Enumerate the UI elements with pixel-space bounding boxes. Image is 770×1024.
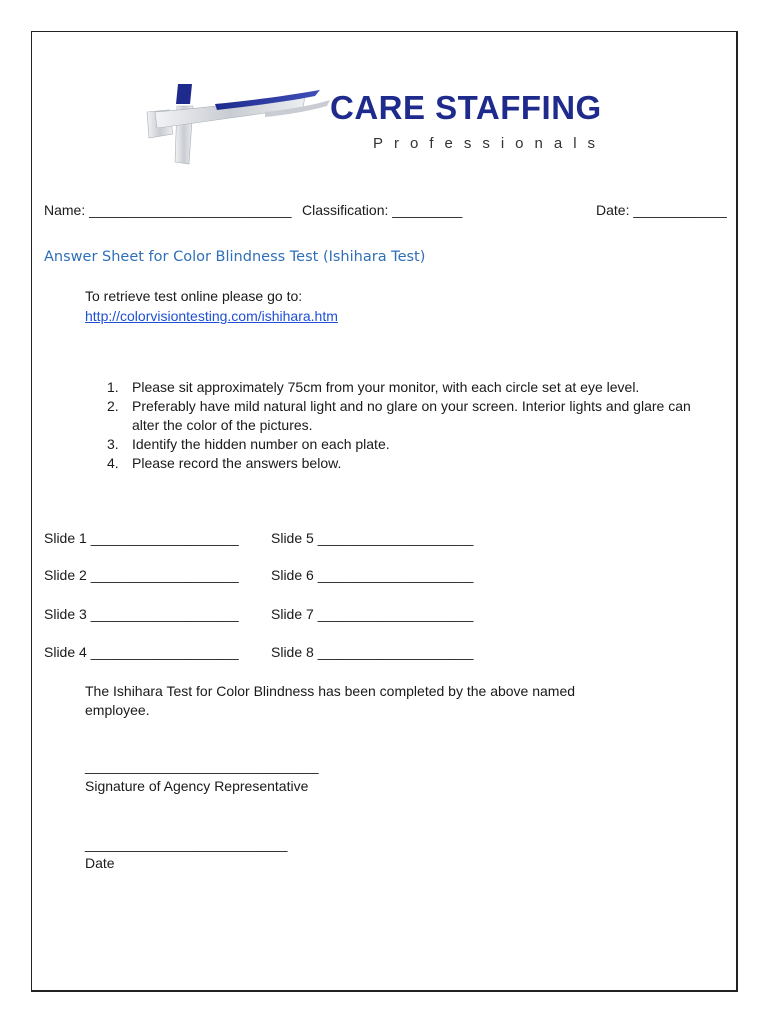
slide-2-field: Slide 2 ___________________	[44, 567, 239, 583]
brand-name: CARE STAFFING	[330, 89, 602, 126]
brand-tagline: Professionals	[373, 135, 607, 152]
list-item: 3. Identify the hidden number on each plate.	[107, 436, 390, 452]
retrieve-text: To retrieve test online please go to:	[85, 288, 303, 304]
slide-8-field: Slide 8 ____________________	[271, 644, 474, 660]
slide-3-field: Slide 3 ___________________	[44, 606, 239, 622]
slide-4-field: Slide 4 ___________________	[44, 644, 239, 660]
list-item: 2. Preferably have mild natural light and no glare on your screen. Interior lights and glare can alter the color of the pictures.	[107, 398, 691, 433]
signature-line: ______________________________	[85, 758, 319, 774]
cross-ribbon-logo-icon	[145, 82, 335, 167]
slide-5-field: Slide 5 ____________________	[271, 530, 474, 546]
list-item: 4. Please record the answers below.	[107, 455, 342, 471]
company-logo	[145, 82, 335, 167]
signature-label: Signature of Agency Representative	[85, 778, 309, 794]
test-link[interactable]: http://colorvisiontesting.com/ishihara.htm	[85, 308, 338, 324]
name-field: Name: __________________________	[44, 202, 292, 218]
date-field: Date: ____________	[596, 202, 727, 218]
completion-statement: The Ishihara Test for Color Blindness has been completed by the above named employee.	[85, 683, 576, 718]
slide-1-field: Slide 1 ___________________	[44, 530, 239, 546]
classification-field: Classification: _________	[302, 202, 463, 218]
date-label: Date	[85, 855, 115, 871]
slide-6-field: Slide 6 ____________________	[271, 567, 474, 583]
page-title: Answer Sheet for Color Blindness Test (Ishihara Test)	[44, 249, 426, 265]
instruction-list	[107, 378, 692, 473]
slide-7-field: Slide 7 ____________________	[271, 606, 474, 622]
list-item: 1. Please sit approximately 75cm from your monitor, with each circle set at eye level.	[107, 379, 640, 395]
date-line: __________________________	[85, 836, 288, 852]
